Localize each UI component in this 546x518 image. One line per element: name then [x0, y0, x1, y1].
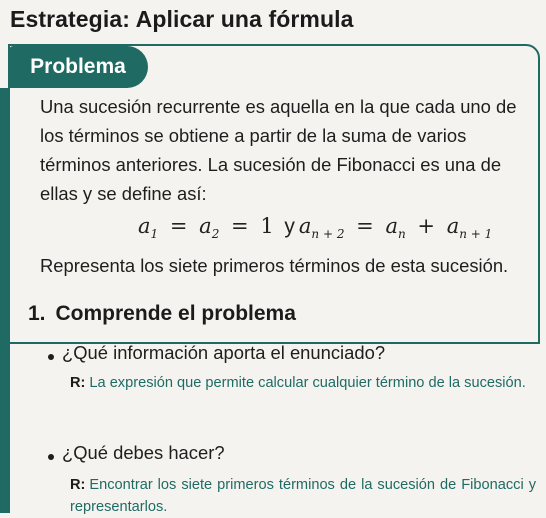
formula-equals: = [169, 214, 188, 238]
problem-tab-label: Problema [30, 55, 126, 78]
formula-subscript: n + 1 [459, 227, 493, 241]
problem-statement: Una sucesión recurrente es aquella en la que cada uno de los términos se obtiene a partir de la suma de varios términos anteriores. La sucesión de Fibonacci es una de ellas y se define así: [40, 96, 517, 204]
formula-subscript: n [397, 227, 406, 241]
formula-value: 1 [260, 214, 274, 238]
section-heading [28, 302, 296, 326]
question-2: ¿Qué debes hacer? [62, 442, 225, 463]
answer-text: Encontrar los siete primeros términos de la sucesión de Fibonacci y representarlos. [70, 477, 536, 515]
question-1: ¿Qué información aporta el enunciado? [62, 342, 386, 363]
formula-term: a [446, 214, 460, 238]
formula-term: a [138, 214, 151, 238]
formula-subscript: 2 [211, 227, 220, 241]
answer-1 [70, 372, 536, 394]
problem-task: Representa los siete primeros términos de esta sucesión. [40, 255, 509, 276]
fibonacci-formula [138, 214, 492, 241]
answer-prefix: R: [70, 375, 86, 391]
formula-conjunction: y [284, 215, 295, 238]
formula-equals: = [356, 214, 374, 238]
formula-term: a [385, 214, 398, 238]
section-title: Comprende el problema [55, 302, 296, 325]
left-accent-bar [0, 88, 10, 513]
formula-subscript: 1 [150, 227, 159, 241]
answer-text: La expresión que permite calcular cualquier término de la sucesión. [89, 375, 526, 391]
page-title: Estrategia: Aplicar una fórmula [10, 6, 354, 32]
formula-term: a [298, 214, 312, 238]
answer-prefix: R: [70, 477, 86, 493]
bullet-icon [48, 454, 54, 460]
formula-subscript: n + 2 [311, 227, 345, 241]
formula-term: a [199, 214, 212, 238]
problem-tab [8, 46, 148, 88]
answer-2 [70, 474, 536, 518]
section-number: 1. [28, 302, 46, 325]
bullet-icon [48, 354, 54, 360]
formula-equals: = [231, 214, 249, 238]
formula-plus: + [417, 214, 435, 238]
